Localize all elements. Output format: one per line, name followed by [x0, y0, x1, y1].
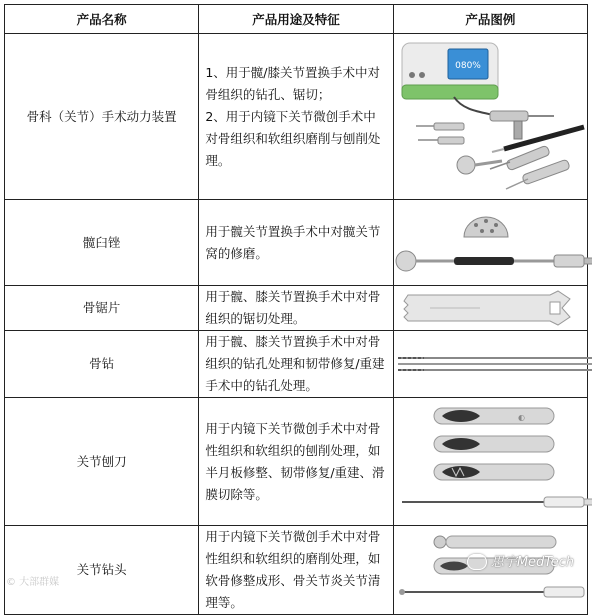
chat-bubble-icon — [467, 554, 487, 570]
table-row — [5, 526, 588, 615]
product-table — [4, 4, 588, 615]
product-image-arthroscopic-burr — [393, 526, 587, 615]
product-use: 用于髋、膝关节置换手术中对骨组织的钻孔处理和韧带修复/重建手术中的钻孔处理。 — [199, 331, 393, 398]
arthroscopic-burr-illustration — [394, 530, 592, 610]
header-product-image: 产品图例 — [393, 5, 587, 34]
power-device-illustration — [394, 37, 592, 197]
product-name: 骨锯片 — [5, 286, 199, 331]
bone-drill-illustration — [394, 349, 592, 379]
product-name: 关节刨刀 — [5, 398, 199, 526]
product-image-power-device — [393, 34, 587, 200]
table-header-row — [5, 5, 588, 34]
product-image-bone-saw-blade — [393, 286, 587, 331]
header-product-use: 产品用途及特征 — [199, 5, 393, 34]
product-use: 用于髋关节置换手术中对髋关节窝的修磨。 — [199, 200, 393, 286]
header-product-name: 产品名称 — [5, 5, 199, 34]
table-row — [5, 200, 588, 286]
product-use: 用于内镜下关节微创手术中对骨性组织和软组织的磨削处理，如软骨修整成形、骨关节炎关节清理等。 — [199, 526, 393, 615]
arthroscopic-shaver-illustration — [394, 402, 592, 522]
table-row — [5, 398, 588, 526]
bone-saw-blade-illustration — [400, 289, 580, 327]
table-row — [5, 331, 588, 398]
product-name: 关节钻头 — [5, 526, 199, 615]
product-use: 用于髋、膝关节置换手术中对骨组织的锯切处理。 — [199, 286, 393, 331]
product-use: 1、用于髋/膝关节置换手术中对骨组织的钻孔、锯切； 2、用于内镜下关节微创手术中对骨组织和软组织磨削与刨削处理。 — [199, 34, 393, 200]
svg-text:◐: ◐ — [517, 412, 525, 422]
product-image-bone-drill — [393, 331, 587, 398]
device-screen-readout: 080% — [454, 60, 481, 71]
watermark-right — [467, 551, 574, 571]
product-image-arthroscopic-shaver — [393, 398, 587, 526]
product-image-acetabular-reamer — [393, 200, 587, 286]
product-name: 骨科（关节）手术动力装置 — [5, 34, 199, 200]
table-row — [5, 286, 588, 331]
product-name: 骨钻 — [5, 331, 199, 398]
product-name: 髋臼锉 — [5, 200, 199, 286]
table-row — [5, 34, 588, 200]
watermark-left: © 大部群媒 — [6, 577, 60, 588]
product-use: 用于内镜下关节微创手术中对骨性组织和软组织的刨削处理，如半月板修整、韧带修复/重建、滑膜切除等。 — [199, 398, 393, 526]
acetabular-reamer-illustration — [394, 203, 592, 283]
watermark-right-text: 思宇MedTech — [490, 554, 574, 570]
